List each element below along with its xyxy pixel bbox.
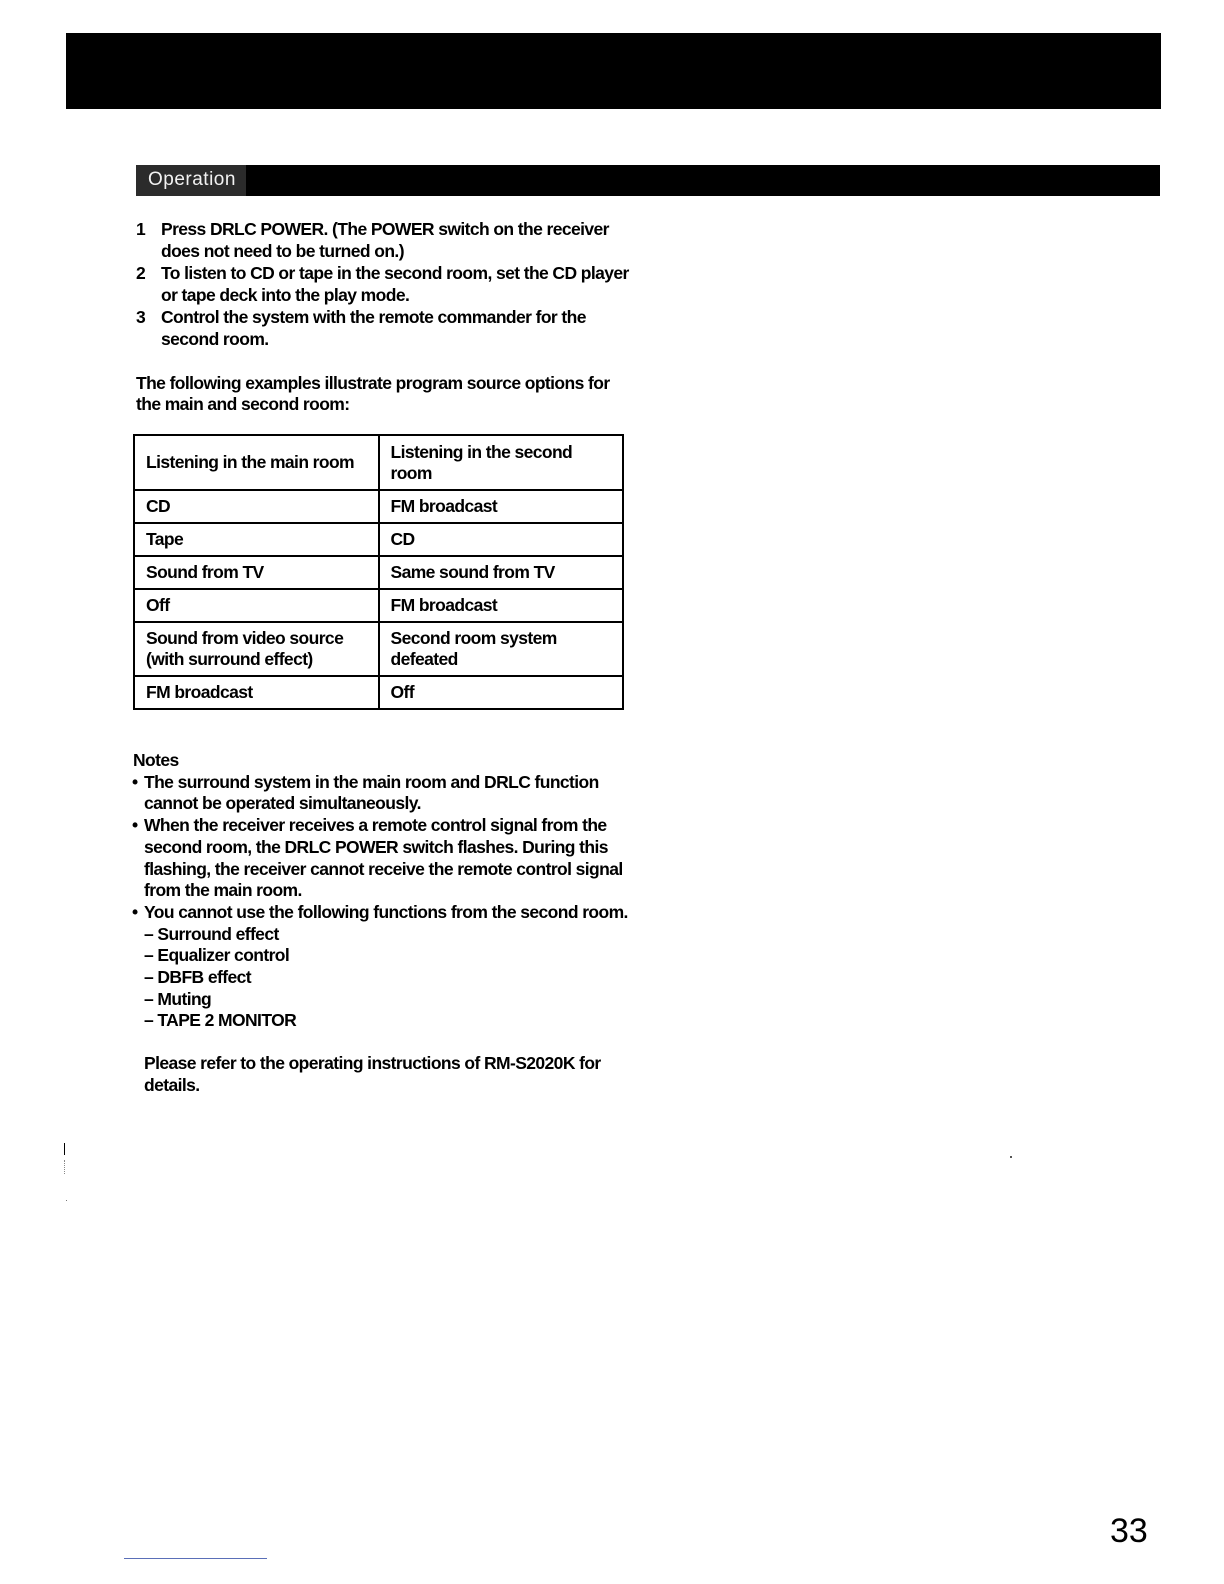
table-row xyxy=(134,556,623,589)
cell-main-room: Tape xyxy=(134,523,379,556)
function-item: – Surround effect xyxy=(144,923,279,944)
cell-second-room: Off xyxy=(379,676,624,709)
note-text: When the receiver receives a remote control signal from the second room, the DRLC POWER switch flashes. During this flashing, the receiver cannot receive the remote control signal from the main room. xyxy=(144,815,623,901)
function-item: – Muting xyxy=(144,988,212,1009)
step-text: To listen to CD or tape in the second room, set the CD player or tape deck into the play mode. xyxy=(161,263,629,305)
step-number: 2 xyxy=(136,263,146,283)
step-text: Press DRLC POWER. (The POWER switch on the receiver does not need to be turned on.) xyxy=(161,219,609,261)
margin-mark xyxy=(64,1143,65,1155)
header-second-room: Listening in the second room xyxy=(379,435,624,490)
header-main-room: Listening in the main room xyxy=(134,435,379,490)
cell-main-room: CD xyxy=(134,490,379,523)
header-bar xyxy=(66,33,1161,109)
cell-main-room: Off xyxy=(134,589,379,622)
table-row xyxy=(134,523,623,556)
cell-second-room: FM broadcast xyxy=(379,589,624,622)
scan-speck xyxy=(66,1200,67,1201)
margin-dots xyxy=(64,1160,66,1174)
cell-main-room: FM broadcast xyxy=(134,676,379,709)
notes-section xyxy=(132,750,632,1097)
notes-title: Notes xyxy=(133,750,179,770)
footer-line xyxy=(124,1558,267,1559)
note-item xyxy=(132,902,632,924)
bullet-icon: • xyxy=(132,771,138,792)
note-item xyxy=(132,772,632,815)
step-number: 1 xyxy=(136,219,146,239)
note-text: You cannot use the following functions from the second room. xyxy=(144,901,628,922)
table-row xyxy=(134,490,623,523)
function-item: – TAPE 2 MONITOR xyxy=(144,1010,297,1031)
table-row xyxy=(134,622,623,676)
step-text: Control the system with the remote commander for the second room. xyxy=(161,307,586,349)
scan-speck xyxy=(1010,1156,1012,1158)
bullet-icon: • xyxy=(132,815,138,836)
note-text: The surround system in the main room and DRLC function cannot be operated simultaneously. xyxy=(144,771,599,814)
table-header-row xyxy=(134,435,623,490)
note-item xyxy=(132,815,632,902)
cell-second-room: Same sound from TV xyxy=(379,556,624,589)
cell-second-room: Second room system defeated xyxy=(379,622,624,676)
page-number: 33 xyxy=(1110,1512,1148,1550)
function-item: – Equalizer control xyxy=(144,945,290,966)
step-3 xyxy=(136,306,636,350)
step-1 xyxy=(136,218,636,262)
step-number: 3 xyxy=(136,307,146,327)
step-2 xyxy=(136,262,636,306)
source-options-table xyxy=(133,434,624,710)
bullet-icon: • xyxy=(132,901,138,922)
steps-list xyxy=(136,218,636,350)
section-title: Operation xyxy=(136,165,246,196)
table-row xyxy=(134,589,623,622)
cell-main-room: Sound from video source (with surround effect) xyxy=(134,622,379,676)
cell-main-room: Sound from TV xyxy=(134,556,379,589)
refer-paragraph: Please refer to the operating instructions of RM-S2020K for details. xyxy=(144,1053,601,1095)
table-row xyxy=(134,676,623,709)
function-item: – DBFB effect xyxy=(144,967,251,988)
cell-second-room: CD xyxy=(379,523,624,556)
intro-paragraph: The following examples illustrate program source options for the main and second room: xyxy=(136,373,610,414)
cell-second-room: FM broadcast xyxy=(379,490,624,523)
section-header xyxy=(136,165,1160,196)
